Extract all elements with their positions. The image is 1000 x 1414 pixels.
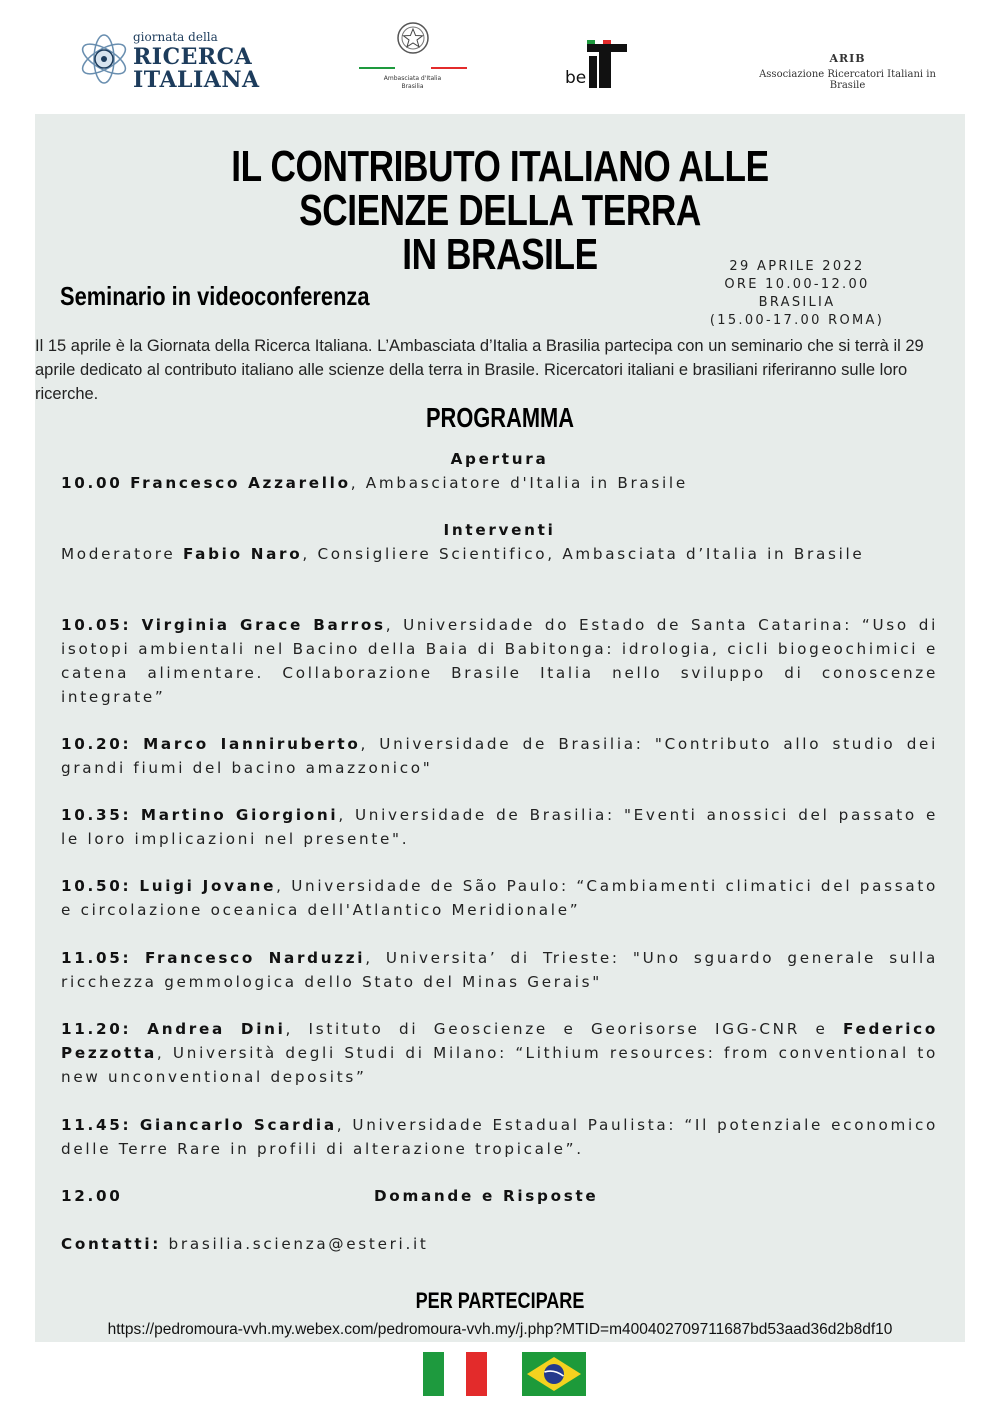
apertura-heading: Apertura (450, 450, 549, 468)
interventi-heading: Interventi (443, 521, 556, 539)
brazil-flag-icon (522, 1352, 586, 1396)
contacts-line (61, 1232, 938, 1256)
talk-speaker: 10.05: Virginia Grace Barros (61, 616, 386, 634)
participate-heading: PER PARTECIPARE (415, 1288, 585, 1313)
date-line1: 29 APRILE 2022 (729, 259, 865, 274)
talk-item (61, 613, 938, 709)
logo-giornata-ricerca (78, 24, 268, 92)
logo-amb-line2: Brasilia (401, 83, 424, 90)
date-block (690, 258, 904, 330)
moderator-prefix: Moderatore (61, 545, 183, 563)
contacts-label: Contatti: (61, 1235, 162, 1253)
talk-detail: , Universidade de Brasilia: "Eventi anossici del passato e le loro implicazioni nel presente". (61, 806, 938, 848)
logo-gri-line1: giornata della (133, 30, 218, 44)
subtitle: Seminario in videoconferenza (60, 281, 370, 311)
logo-amb-line1: Ambasciata d'Italia (383, 75, 442, 82)
logo-be-text: be (565, 68, 587, 88)
title-line1: IL CONTRIBUTO ITALIANO ALLE SCIENZE DELLA TERRA (231, 142, 769, 235)
closing-label: Domande e Risposte (374, 1187, 599, 1205)
talk-speaker: 10.50: Luigi Jovane (61, 877, 277, 895)
moderator-name: Fabio Naro (182, 545, 303, 563)
logo-gri-line3: ITALIANA (133, 67, 260, 93)
talk-speaker: 10.35: Martino Giorgioni (61, 806, 339, 824)
talk-item (61, 1017, 938, 1089)
talk-detail: , Universidade Estadual Paulista: “Il potenziale economico delle Terre Rare in profili di alterazione tropicale”. (61, 1116, 939, 1158)
atom-emblem-icon (78, 28, 130, 90)
apertura-line (61, 471, 938, 495)
talk-speaker: 11.20: Andrea Dini (61, 1020, 286, 1038)
closing-time: 12.00 (61, 1187, 123, 1205)
contacts-email[interactable]: brasilia.scienza@esteri.it (168, 1235, 429, 1253)
talk-item (61, 732, 938, 780)
talk-detail: , Universidade de São Paulo: “Cambiamenti climatici del passato e circolazione oceanica dell'Atlantico Meridionale” (61, 877, 939, 919)
talk-speaker: 11.05: Francesco Narduzzi (61, 949, 366, 967)
moderator-role: , Consigliere Scientifico, Ambasciata d’Italia in Brasile (302, 545, 865, 563)
talk-detail: , Universidade de Brasilia: "Contributo allo studio dei grandi fiumi del bacino amazzonico" (61, 735, 938, 777)
webex-link[interactable]: https://pedromoura-vvh.my.webex.com/pedromoura-vvh.my/j.php?MTID=m400402709711687bd53aad36d2b8df10 (107, 1321, 893, 1338)
apertura-name: Francesco Azzarello (130, 474, 351, 492)
apertura-time: 10.00 (61, 474, 123, 492)
interventi-section (61, 518, 938, 566)
arib-acronym: ARIB (829, 52, 866, 65)
date-line3: (15.00-17.00 ROMA) (709, 313, 885, 328)
closing-line (61, 1184, 938, 1208)
talk-detail-2: , Università degli Studi di Milano: “Lithium resources: from conventional to new unconventional deposits” (61, 1044, 938, 1086)
talk-speaker-2: Federico Pezzotta (61, 1020, 938, 1062)
logo-gri-line2: RICERCA (133, 44, 253, 70)
date-line2: ORE 10.00-12.00 BRASILIA (724, 277, 870, 310)
arib-name: Associazione Ricercatori Italiani in Brasile (759, 69, 936, 91)
italy-flag-icon (423, 1352, 487, 1396)
talk-item (61, 946, 938, 994)
apertura-role: , Ambasciatore d'Italia in Brasile (350, 474, 688, 492)
title-line2: IN BRASILE (402, 230, 598, 279)
talk-speaker: 10.20: Marco Ianniruberto (61, 735, 361, 753)
talk-item (61, 803, 938, 851)
moderator-line (61, 542, 938, 566)
logo-ambasciata (355, 16, 470, 98)
apertura-section (61, 447, 938, 495)
tricolor-line (359, 67, 467, 71)
talk-detail: , Universita’ di Trieste: "Uno sguardo generale sulla ricchezza gemmologica dello Stato del Minas Gerais" (61, 949, 938, 991)
talk-item (61, 1113, 938, 1161)
programma-heading: PROGRAMMA (425, 402, 575, 433)
talk-detail: , Istituto di Geoscienze e Georisorse IGG-CNR e (285, 1020, 844, 1038)
talk-item (61, 874, 938, 922)
talk-detail: , Universidade do Estado de Santa Catarina: “Uso di isotopi ambientali nel Bacino della Baia di Babitonga: idrologia, cicli biogeochimici e catena alimentare. Collaborazione Brasile Italia nello sviluppo di conoscenze integrate” (61, 616, 938, 706)
talk-speaker: 11.45: Giancarlo Scardia (61, 1116, 337, 1134)
italian-emblem-icon (393, 16, 433, 60)
logo-arib (740, 52, 955, 91)
logo-be-it (565, 40, 635, 92)
intro-paragraph: Il 15 aprile è la Giornata della Ricerca Italiana. L’Ambasciata d’Italia a Brasilia partecipa con un seminario che si terrà il 29 aprile dedicato al contributo italiano alle scienze della terra in Brasile. Ricercatori italiani e brasiliani riferiranno sulle loro ricerche. (35, 337, 924, 403)
